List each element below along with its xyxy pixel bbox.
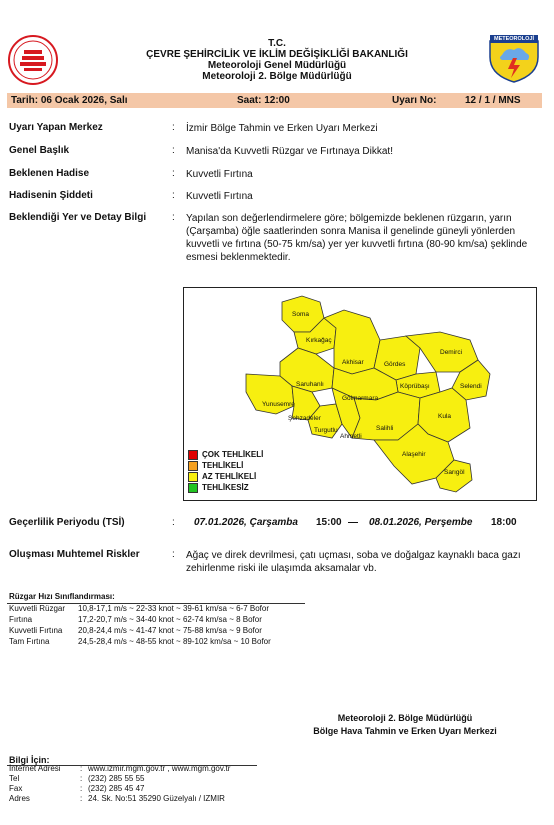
legend-label: TEHLİKELİ (202, 461, 244, 471)
validity-dash: — (348, 517, 358, 528)
validity-start-date: 07.01.2026, Çarşamba (194, 517, 298, 528)
warning-no-label: Uyarı No: (392, 95, 437, 106)
field-label-event: Beklenen Hadise (9, 168, 90, 179)
validity-start-time: 15:00 (316, 517, 342, 528)
wind-row-name: Tam Fırtına (9, 637, 50, 646)
wind-row-value: 10,8-17,1 m/s ~ 22-33 knot ~ 39-61 km/sa ~ 6-7 Bofor (78, 604, 269, 613)
map-label-golmarmara: Gölmarmara (342, 395, 379, 402)
wind-row (9, 615, 309, 625)
legend-swatch (188, 461, 198, 471)
colon: : (172, 212, 175, 223)
wind-row-value: 20,8-24,4 m/s ~ 41-47 knot ~ 75-88 km/sa ~ 9 Bofor (78, 626, 262, 635)
field-value-severity: Kuvvetli Fırtına (186, 191, 253, 202)
field-value-event: Kuvvetli Fırtına (186, 169, 253, 180)
map-label-gordes: Gördes (384, 361, 406, 368)
warning-map (183, 287, 537, 501)
header-directorate: Meteoroloji Genel Müdürlüğü (207, 60, 347, 71)
map-label-ahmetli: Ahmetli (340, 433, 362, 440)
wind-row-name: Kuvvetli Fırtına (9, 626, 63, 635)
wind-row-value: 17,2-20,7 m/s ~ 34-40 knot ~ 62-74 km/sa ~ 8 Bofor (78, 615, 262, 624)
signature-line2: Bölge Hava Tahmin ve Erken Uyarı Merkezi (313, 726, 497, 736)
warning-no-value: 12 / 1 / MNS (465, 95, 521, 106)
map-label-sarigol: Sarıgöl (444, 469, 465, 476)
colon: : (80, 784, 83, 793)
field-label-detail: Beklendiği Yer ve Detay Bilgi (9, 212, 147, 223)
colon: : (172, 145, 175, 156)
contact-address: 24. Sk. No:51 35290 Güzelyalı / IZMIR (88, 794, 225, 803)
field-value-center: İzmir Bölge Tahmin ve Erken Uyarı Merkezi (186, 123, 378, 134)
legend-label: TEHLİKESİZ (202, 483, 249, 493)
colon: : (80, 774, 83, 783)
map-label-alasehir: Alaşehir (402, 451, 426, 458)
colon: : (172, 190, 175, 201)
legend-item-tehlikeli (188, 461, 263, 472)
wind-table-title: Rüzgar Hızı Sınıflandırması: (9, 592, 115, 601)
legend-item-tehlikesiz (188, 483, 263, 494)
field-value-detail: Yapılan son değerlendirmelere göre; bölgemizde beklenen rüzgarın, yarın (Çarşamba) öğle saatlerinden sonra Manisa il genelinde güneyli yönlerden kuvvetli ve fırtına (50-75 km/sa) yer yer kuvvetli fırtına (80-90 km/sa) şeklinde esmesi beklenmektedir. (186, 213, 528, 263)
field-label-center: Uyarı Yapan Merkez (9, 122, 103, 133)
map-label-sehzadeler: Şehzadeler (288, 415, 321, 422)
field-label-title: Genel Başlık (9, 145, 70, 156)
legend-label: AZ TEHLİKELİ (202, 472, 257, 482)
wind-row-name: Fırtına (9, 615, 33, 624)
contact-key: İnternet Adresi (9, 764, 61, 773)
map-label-yunusemre: Yunusemre (262, 401, 295, 408)
validity-end-time: 18:00 (491, 517, 517, 528)
wind-row-name: Kuvvetli Rüzgar (9, 604, 66, 613)
meteoroloji-logo-text: METEOROLOJİ (493, 36, 535, 42)
colon: : (80, 794, 83, 803)
signature-line1: Meteoroloji 2. Bölge Müdürlüğü (337, 713, 473, 723)
legend-swatch (188, 450, 198, 460)
colon: : (172, 517, 175, 528)
wind-row-value: 24,5-28,4 m/s ~ 48-55 knot ~ 89-102 km/sa ~ 10 Bofor (78, 637, 271, 646)
wind-row (9, 637, 309, 647)
header-region: Meteoroloji 2. Bölge Müdürlüğü (202, 71, 352, 82)
legend-item-az-tehlikeli (188, 472, 263, 483)
map-label-saruhanli: Saruhanlı (296, 381, 324, 388)
map-label-soma: Soma (292, 311, 309, 318)
legend-swatch (188, 483, 198, 493)
header-ministry: ÇEVRE ŞEHİRCİLİK VE İKLİM DEĞİŞİKLİĞİ BAKANLIĞI (146, 49, 408, 60)
map-label-salihli: Salihli (376, 425, 394, 432)
contact-web[interactable]: www.izmir.mgm.gov.tr , www.mgm.gov.tr (88, 764, 231, 773)
contact-key: Adres (9, 794, 30, 803)
risks-value: Ağaç ve direk devrilmesi, çatı uçması, soba ve doğalgaz kaynaklı baca gazı zehirlenme riski ile ulaşımda aksamalar vb. (186, 550, 521, 574)
contact-tel: (232) 285 55 55 (88, 774, 145, 783)
colon: : (80, 764, 83, 773)
colon: : (172, 122, 175, 133)
validity-end-date: 08.01.2026, Perşembe (369, 517, 473, 528)
map-legend (188, 450, 263, 494)
contact-key: Tel (9, 774, 20, 783)
contact-title: Bilgi İçin: (9, 755, 50, 765)
map-label-akhisar: Akhisar (342, 359, 364, 366)
validity-label: Geçerlilik Periyodu (TSİ) (9, 517, 125, 528)
contact-key: Fax (9, 784, 23, 793)
colon: : (172, 549, 175, 560)
field-label-severity: Hadisenin Şiddeti (9, 190, 93, 201)
colon: : (172, 168, 175, 179)
field-value-title: Manisa'da Kuvvetli Rüzgar ve Fırtınaya Dikkat! (186, 146, 393, 157)
map-label-selendi: Selendi (460, 383, 482, 390)
wind-row (9, 604, 309, 614)
map-label-turgutlu: Turgutlu (314, 427, 338, 434)
contact-fax: (232) 285 45 47 (88, 784, 145, 793)
date-text: Tarih: 06 Ocak 2026, Salı (11, 95, 128, 106)
map-label-kula: Kula (438, 413, 452, 420)
map-label-demirci: Demirci (440, 349, 463, 356)
wind-row (9, 626, 309, 636)
legend-swatch (188, 472, 198, 482)
info-bar (7, 93, 542, 108)
map-label-koprubasi: Köprübaşı (400, 383, 430, 390)
header-line1: T.C. (268, 38, 286, 49)
risks-label: Oluşması Muhtemel Riskler (9, 549, 140, 560)
map-label-kirkagac: Kırkağaç (306, 337, 332, 344)
legend-label: ÇOK TEHLİKELİ (202, 450, 264, 460)
legend-item-cok-tehlikeli (188, 450, 263, 461)
time-text: Saat: 12:00 (237, 95, 290, 106)
